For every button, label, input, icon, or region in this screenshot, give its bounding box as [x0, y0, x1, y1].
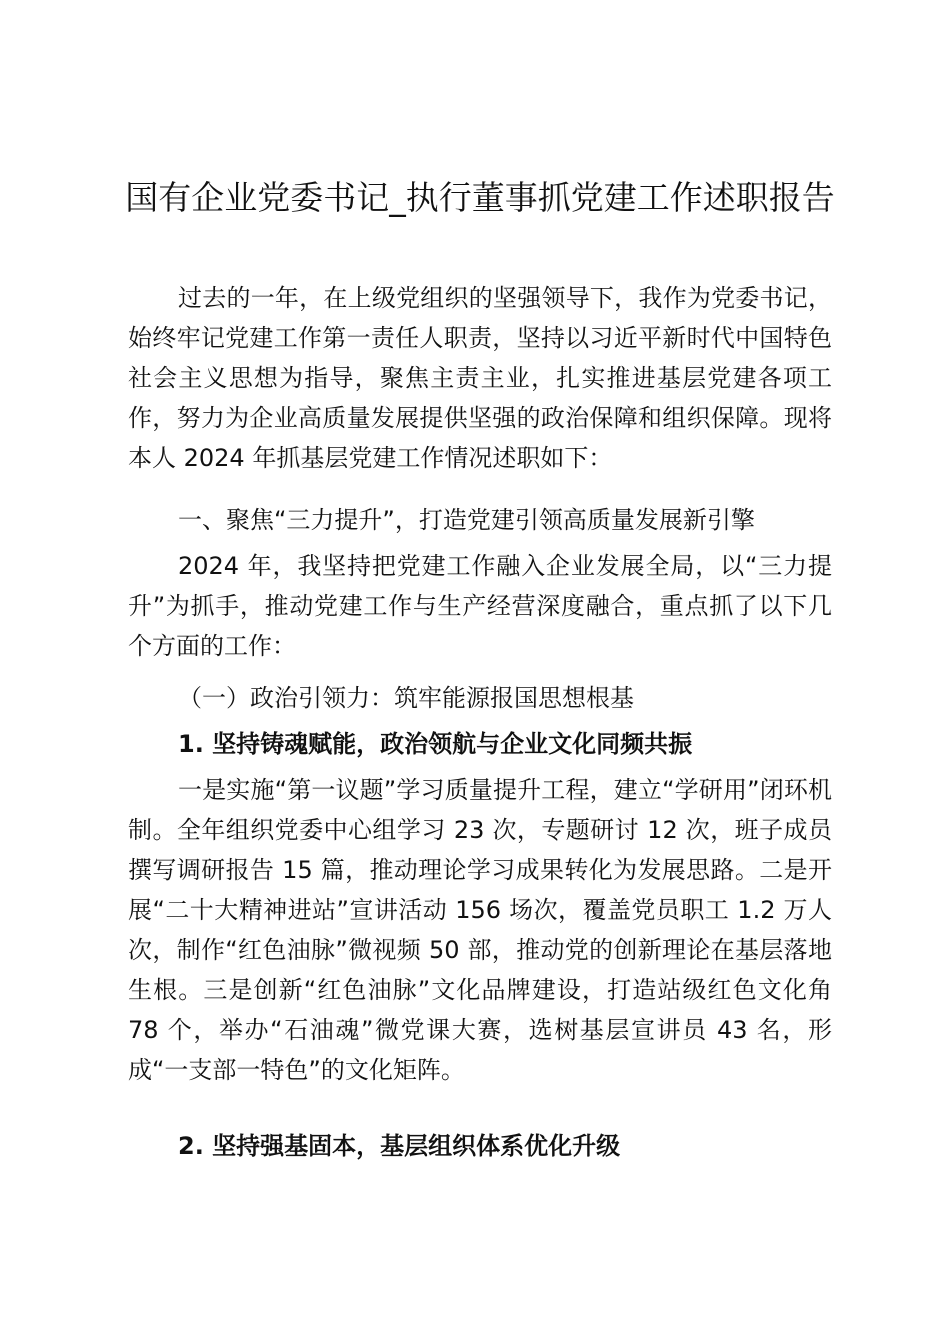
subsection-heading-1: （一）政治引领力：筑牢能源报国思想根基: [178, 684, 634, 712]
section-heading-1: 一、聚焦“三力提升”，打造党建引领高质量发展新引擎: [178, 506, 755, 534]
intro-paragraph: 过去的一年，在上级党组织的坚强领导下，我作为党委书记，始终牢记党建工作第一责任人职责，坚持以习近平新时代中国特色社会主义思想为指导，聚焦主责主业，扎实推进基层党建各项工作，努力为企业高质量发展提供坚强的政治保障和组织保障。现将本人 2024 年抓基层党建工作情况述职如下：: [128, 284, 832, 472]
document-title: 国有企业党委书记_执行董事抓党建工作述职报告: [125, 178, 835, 217]
section-1-paragraph: 2024 年，我坚持把党建工作融入企业发展全局，以“三力提升”为抓手，推动党建工作与生产经营深度融合，重点抓了以下几个方面的工作：: [128, 552, 832, 660]
item-1-paragraph: 一是实施“第一议题”学习质量提升工程，建立“学研用”闭环机制。全年组织党委中心组学习 23 次，专题研讨 12 次，班子成员撰写调研报告 15 篇，推动理论学习成果转化为发展思路。二是开展“二十大精神进站”宣讲活动 156 场次，覆盖党员职工 1.2 万人次，制作“红色油脉”微视频 50 部，推动党的创新理论在基层落地生根。三是创新“红色油脉”文化品牌建设，打造站级红色文化角 78 个，举办“石油魂”微党课大赛，选树基层宣讲员 43 名，形成“一支部一特色”的文化矩阵。: [128, 776, 832, 1084]
item-heading-1: 1. 坚持铸魂赋能，政治领航与企业文化同频共振: [178, 730, 693, 758]
item-heading-2: 2. 坚持强基固本，基层组织体系优化升级: [178, 1132, 621, 1160]
